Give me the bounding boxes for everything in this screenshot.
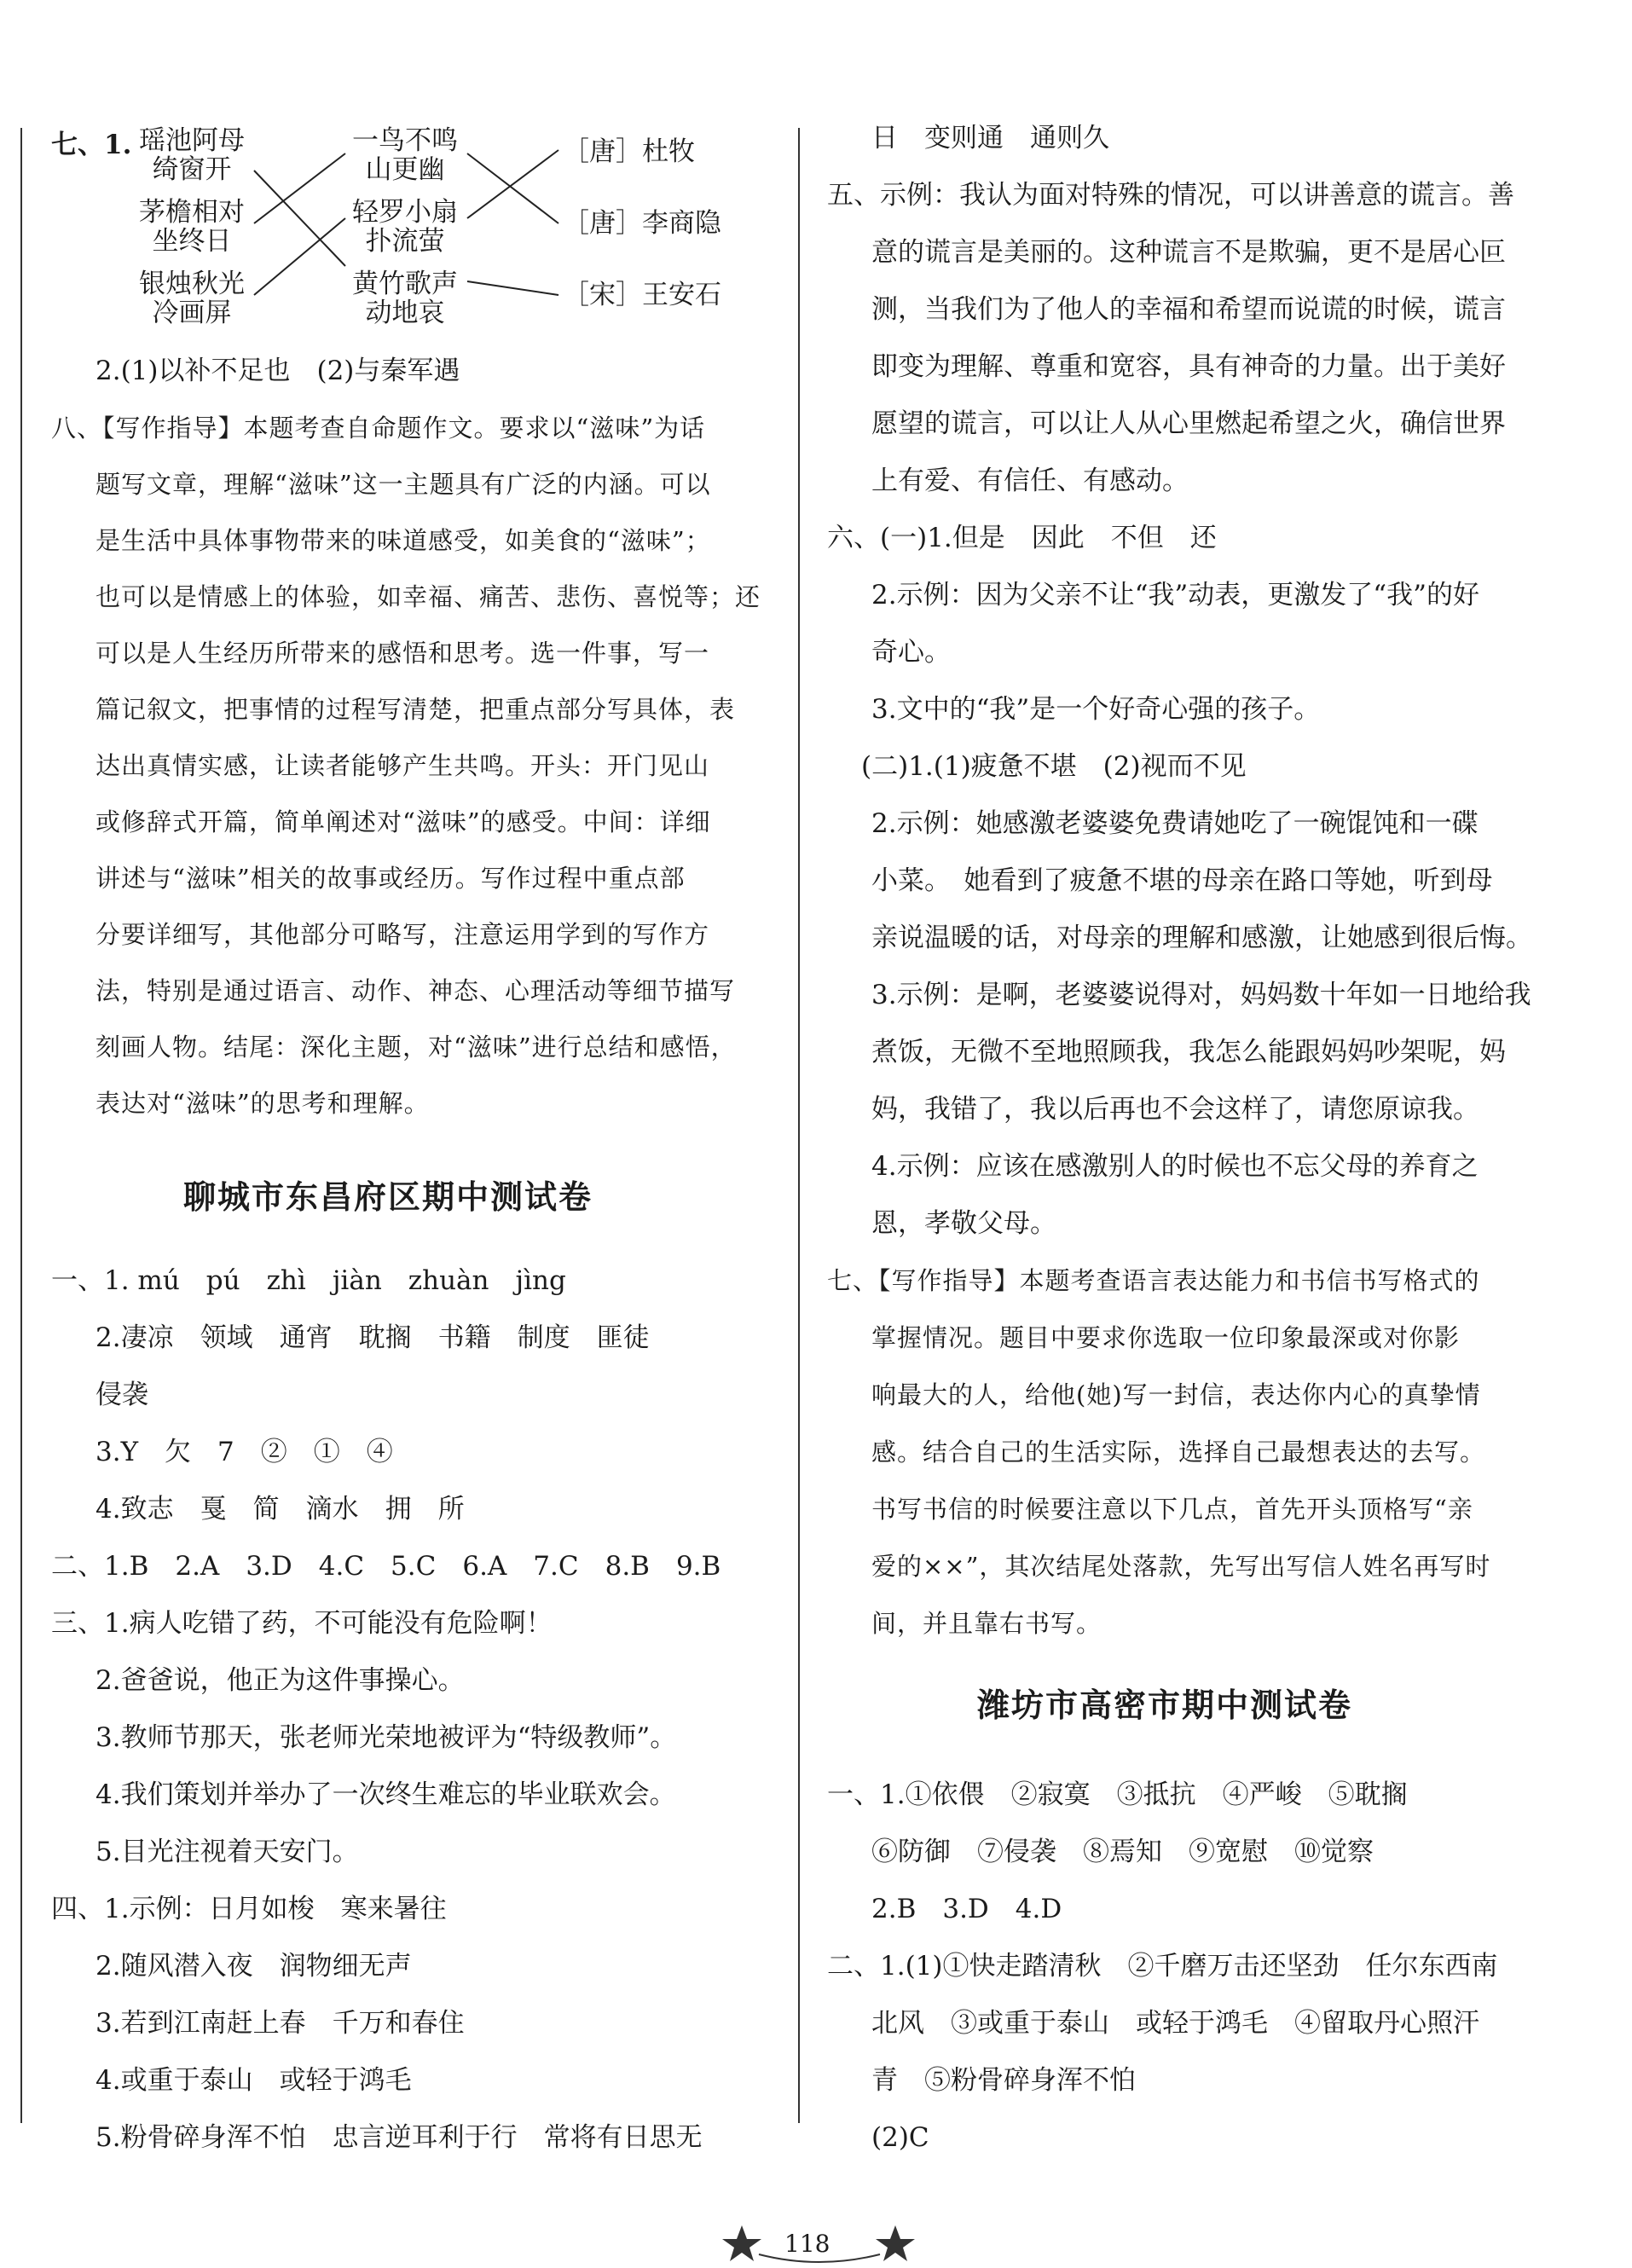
q8-line-4: 可以是人生经历所带来的感悟和思考。选一件事，写一 bbox=[95, 639, 710, 668]
match-line-d bbox=[467, 153, 558, 223]
right-line-18: 4.示例：应该在感激别人的时候也不忘父母的养育之 bbox=[871, 1151, 1479, 1182]
right-q7-line-0: 七、【写作指导】本题考查语言表达能力和书信书写格式的 bbox=[827, 1266, 1480, 1295]
right-star-icon bbox=[876, 2225, 915, 2261]
match-poem-2-text: 茅檐相对 坐终日 bbox=[139, 197, 245, 257]
match-line-c bbox=[254, 218, 345, 295]
right-answer-3: 二、1.(1)①快走踏清秋 ②千磨万击还坚劲 任尔东西南 bbox=[827, 1951, 1498, 1982]
right-line-1: 五、示例：我认为面对特殊的情况，可以讲善意的谎言。善 bbox=[827, 180, 1514, 211]
match-poem-1-text: 瑶池阿母 绮窗开 bbox=[139, 125, 245, 185]
answer-line-14: 4.或重于泰山 或轻于鸿毛 bbox=[95, 2065, 412, 2096]
q8-line-1: 题写文章，理解“滋味”这一主题具有广泛的内涵。可以 bbox=[95, 470, 711, 499]
right-line-0: 日 变则通 通则久 bbox=[871, 123, 1109, 153]
match-author-2: ［唐］李商隐 bbox=[563, 208, 721, 239]
right-line-7: 六、(一)1.但是 因此 不但 还 bbox=[827, 523, 1217, 553]
section-title-weifang: 潍坊市高密市期中测试卷 bbox=[977, 1687, 1353, 1724]
right-line-5: 愿望的谎言，可以让人从心里燃起希望之火，确信世界 bbox=[871, 408, 1506, 439]
match-line-e bbox=[467, 150, 558, 218]
left-star-icon bbox=[722, 2225, 761, 2261]
q8-line-2: 是生活中具体事物带来的味道感受，如美食的“滋味”； bbox=[95, 526, 711, 555]
q7-part2: 2.(1)以补不足也 (2)与秦军遇 bbox=[95, 356, 460, 386]
left-margin-rule bbox=[20, 128, 22, 2123]
right-line-9: 奇心。 bbox=[871, 637, 951, 668]
q8-line-3: 也可以是情感上的体验，如幸福、痛苦、悲伤、喜悦等；还 bbox=[95, 582, 761, 611]
right-answer-0: 一、1.①依偎 ②寂寞 ③抵抗 ④严峻 ⑤耽搁 bbox=[827, 1779, 1408, 1810]
match-line-a bbox=[254, 171, 345, 266]
right-line-19: 恩，孝敬父母。 bbox=[871, 1208, 1056, 1239]
section-title-liaocheng: 聊城市东昌府区期中测试卷 bbox=[183, 1178, 593, 1216]
right-line-4: 即变为理解、尊重和宽容，具有神奇的力量。出于美好 bbox=[871, 351, 1506, 382]
right-line-6: 上有爱、有信任、有感动。 bbox=[871, 466, 1189, 496]
right-q7-line-1: 掌握情况。题目中要求你选取一位印象最深或对你影 bbox=[871, 1323, 1461, 1352]
answer-line-2: 侵袭 bbox=[95, 1380, 148, 1410]
answer-line-9: 4.我们策划并举办了一次终生难忘的毕业联欢会。 bbox=[95, 1779, 676, 1810]
answer-line-6: 三、1.病人吃错了药，不可能没有危险啊！ bbox=[51, 1608, 553, 1639]
answer-line-5: 二、1.B 2.A 3.D 4.C 5.C 6.A 7.C 8.B 9.B bbox=[51, 1551, 721, 1582]
right-line-14: 亲说温暖的话，对母亲的理解和感激，让她感到很后悔。 bbox=[871, 923, 1532, 953]
column-divider bbox=[798, 128, 800, 2123]
right-line-16: 煮饭，无微不至地照顾我，我怎么能跟妈妈吵架呢，妈 bbox=[871, 1037, 1506, 1067]
match-poem-3-text: 银烛秋光 冷画屏 bbox=[139, 269, 245, 328]
match-line-f bbox=[467, 281, 558, 295]
answer-line-4: 4.致志 戛 简 滴水 拥 所 bbox=[95, 1494, 465, 1525]
right-answer-5: 青 ⑤粉骨碎身浑不怕 bbox=[871, 2065, 1136, 2096]
page-number: 118 bbox=[784, 2230, 830, 2258]
right-q7-line-2: 响最大的人，给他(她)写一封信，表达你内心的真挚情 bbox=[871, 1380, 1481, 1409]
right-line-2: 意的谎言是美丽的。这种谎言不是欺骗，更不是居心叵 bbox=[871, 237, 1506, 268]
q8-line-11: 刻画人物。结尾：深化主题，对“滋味”进行总结和感悟， bbox=[95, 1033, 737, 1062]
answer-line-10: 5.目光注视着天安门。 bbox=[95, 1837, 359, 1867]
answer-line-15: 5.粉骨碎身浑不怕 忠言逆耳利于行 常将有日思无 bbox=[95, 2122, 703, 2153]
right-answer-2: 2.B 3.D 4.D bbox=[871, 1894, 1062, 1924]
right-line-10: 3.文中的“我”是一个好奇心强的孩子。 bbox=[871, 694, 1321, 725]
right-answer-6: (2)C bbox=[871, 2122, 929, 2153]
answer-line-12: 2.随风潜入夜 润物细无声 bbox=[95, 1951, 412, 1982]
right-line-17: 妈，我错了，我以后再也不会这样了，请您原谅我。 bbox=[871, 1094, 1479, 1125]
right-q7-line-3: 感。结合自己的生活实际，选择自己最想表达的去写。 bbox=[871, 1438, 1486, 1467]
right-line-12: 2.示例：她感激老婆婆免费请她吃了一碗馄饨和一碟 bbox=[871, 808, 1479, 839]
q8-line-0: 八、【写作指导】本题考查自命题作文。要求以“滋味”为话 bbox=[51, 414, 706, 443]
answer-line-8: 3.教师节那天，张老师光荣地被评为“特级教师”。 bbox=[95, 1722, 677, 1753]
q7-label: 七、1. bbox=[51, 130, 132, 160]
q8-line-9: 分要详细写，其他部分可略写，注意运用学到的写作方 bbox=[95, 920, 710, 949]
q8-line-12: 表达对“滋味”的思考和理解。 bbox=[95, 1089, 430, 1118]
right-line-15: 3.示例：是啊，老婆婆说得对，妈妈数十年如一日地给我 bbox=[871, 980, 1531, 1010]
answer-line-7: 2.爸爸说，他正为这件事操心。 bbox=[95, 1665, 465, 1696]
q8-line-6: 达出真情实感，让读者能够产生共鸣。开头：开门见山 bbox=[95, 751, 710, 780]
right-q7-line-5: 爱的××”，其次结尾处落款，先写出写信人姓名再写时 bbox=[871, 1552, 1491, 1581]
match-line-b bbox=[254, 153, 345, 223]
match-author-1: ［唐］杜牧 bbox=[563, 136, 695, 167]
right-line-3: 测，当我们为了他人的幸福和希望而说谎的时候，谎言 bbox=[871, 294, 1506, 325]
answer-line-11: 四、1.示例：日月如梭 寒来暑往 bbox=[51, 1894, 447, 1924]
right-line-13: 小菜。 她看到了疲惫不堪的母亲在路口等她，听到母 bbox=[871, 865, 1493, 896]
match-line-2-text: 轻罗小扇 扑流萤 bbox=[352, 197, 458, 257]
answer-line-13: 3.若到江南赶上春 千万和春住 bbox=[95, 2008, 465, 2039]
match-author-3: ［宋］王安石 bbox=[563, 280, 721, 310]
q8-line-5: 篇记叙文，把事情的过程写清楚，把重点部分写具体，表 bbox=[95, 695, 736, 724]
q8-line-7: 或修辞式开篇，简单阐述对“滋味”的感受。中间：详细 bbox=[95, 807, 711, 836]
right-q7-line-4: 书写书信的时候要注意以下几点，首先开头顶格写“亲 bbox=[871, 1495, 1473, 1524]
right-line-11: (二)1.(1)疲惫不堪 (2)视而不见 bbox=[861, 751, 1247, 782]
right-answer-1: ⑥防御 ⑦侵袭 ⑧焉知 ⑨宽慰 ⑩觉察 bbox=[871, 1837, 1374, 1867]
right-line-8: 2.示例：因为父亲不让“我”动表，更激发了“我”的好 bbox=[871, 580, 1479, 610]
q8-line-8: 讲述与“滋味”相关的故事或经历。写作过程中重点部 bbox=[95, 864, 686, 893]
answer-line-3: 3.Y 欠 7 ② ① ④ bbox=[95, 1437, 393, 1467]
right-answer-4: 北风 ③或重于泰山 或轻于鸿毛 ④留取丹心照汗 bbox=[871, 2008, 1479, 2039]
right-q7-line-6: 间，并且靠右书写。 bbox=[871, 1609, 1102, 1638]
answer-line-0: 一、1. mú pú zhì jiàn zhuàn jìng bbox=[51, 1265, 566, 1296]
match-line-3-text: 黄竹歌声 动地哀 bbox=[352, 269, 458, 328]
q8-line-10: 法，特别是通过语言、动作、神态、心理活动等细节描写 bbox=[95, 976, 736, 1005]
match-line-1-text: 一鸟不鸣 山更幽 bbox=[352, 125, 458, 185]
answer-line-1: 2.凄凉 领域 通宵 耽搁 书籍 制度 匪徒 bbox=[95, 1322, 650, 1353]
